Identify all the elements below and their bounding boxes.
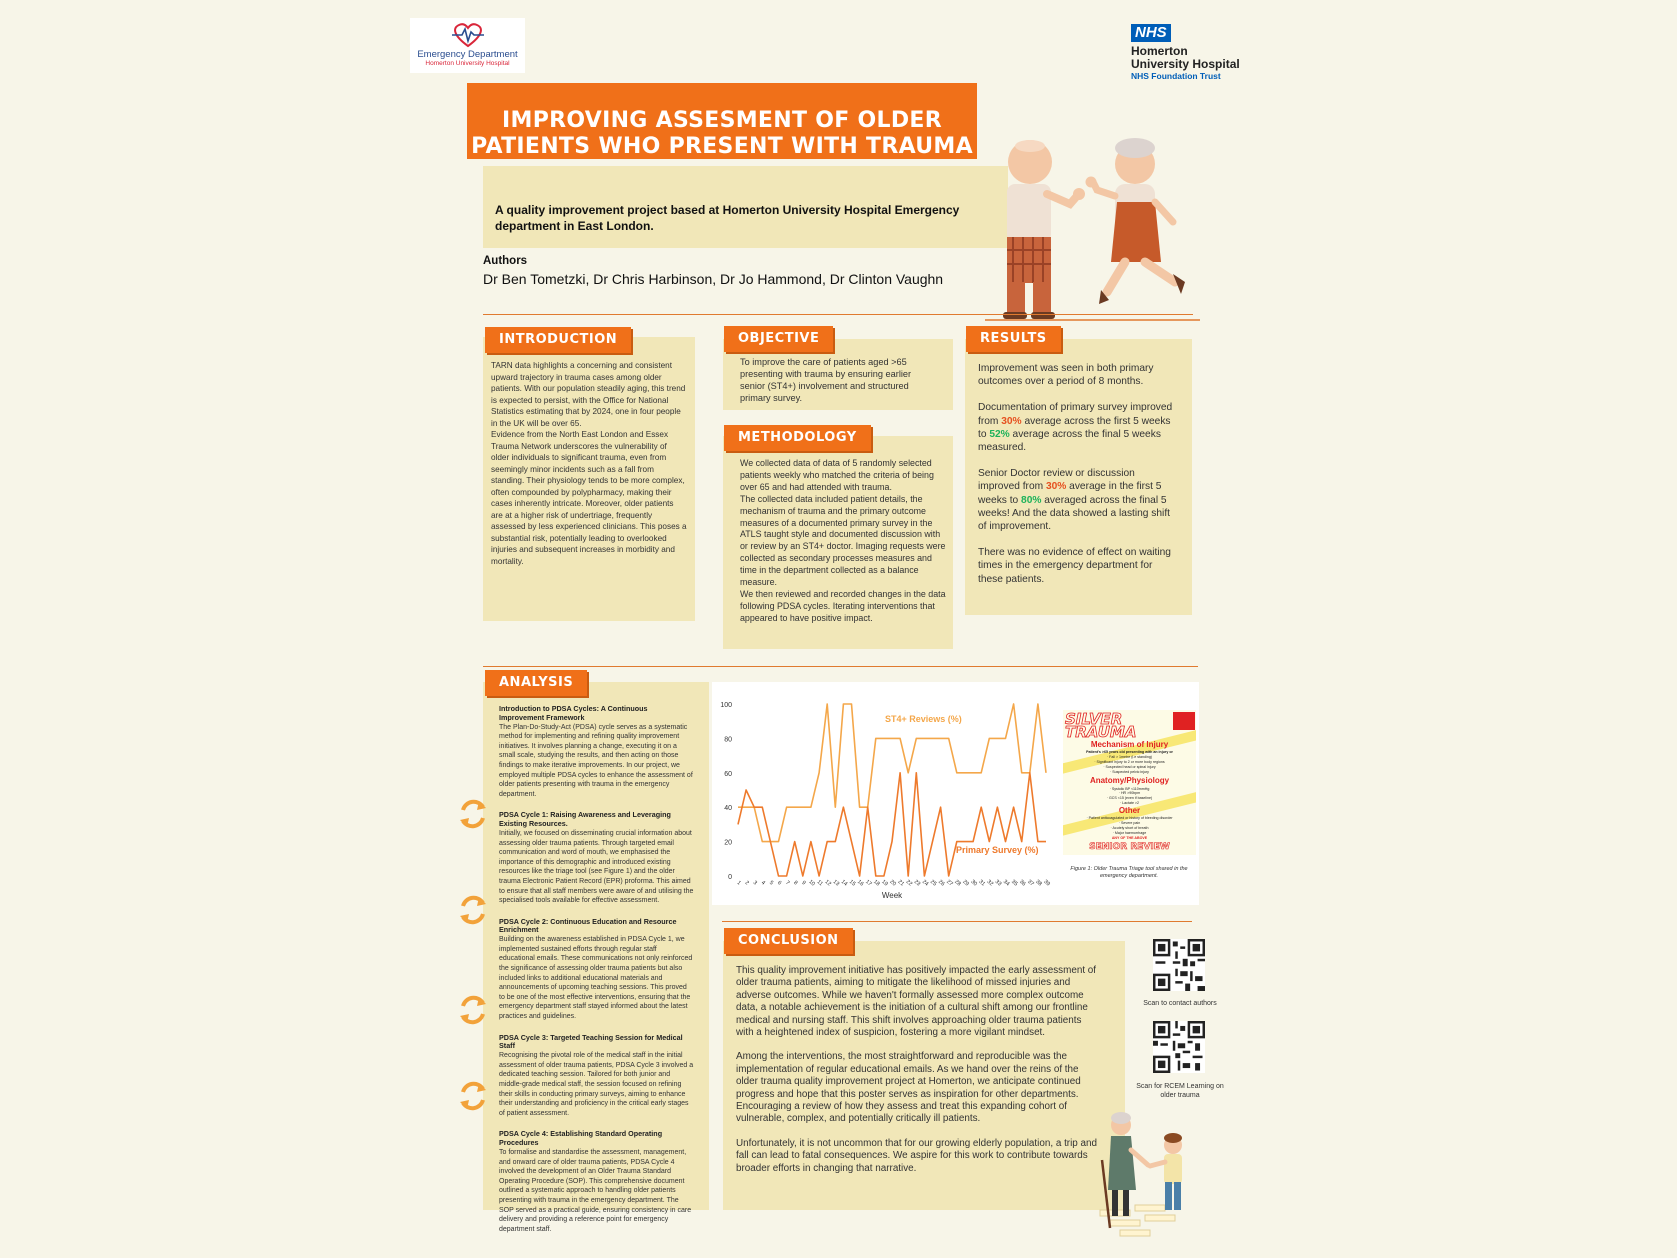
- x-tick-label: 7: [784, 879, 791, 887]
- elderly-couple-illustration: [985, 132, 1200, 324]
- objective-heading: OBJECTIVE: [724, 326, 833, 352]
- x-tick-label: 17: [864, 878, 873, 888]
- elderly-crossing-illustration: [1090, 1110, 1200, 1240]
- pdsa-cycle-3-body: Recognising the pivotal role of the medical staff in the initial assessment of older trauma patients, PDSA Cycle 3 involved a dedicated teaching session. Tailored for both junior and middle-grade medical staff, the session focused on refining their skills in conducting primary surveys, aiming to enhance their understanding and proficiency in the critical early stages of patient assessment.: [499, 1052, 694, 1117]
- divider-top: [483, 314, 1193, 315]
- cycle-arrows-icon: [455, 796, 491, 832]
- x-tick-label: 18: [872, 878, 881, 888]
- methodology-text: [740, 458, 946, 625]
- x-tick-label: 33: [993, 878, 1003, 888]
- x-tick-label: 36: [1018, 878, 1027, 888]
- introduction-p2: Evidence from the North East London and Essex Trauma Network underscores the vulnerability of older individuals to significant trauma, even from seemingly minor incidents such as a fall from standing. Their physiology tends to be more complex, often compounded by polypharmacy, making their cases inherently intricate. Moreover, older patients are at a higher risk of undertriage, frequently assessed by less experienced clinicians. This poses a substantial risk, potentially leading to overlooked injuries and subsequent increases in morbidity and mortality.: [491, 430, 687, 566]
- analysis-heading: ANALYSIS: [485, 670, 587, 696]
- figure-l3: · Significant injury to 2 or more body regions: [1094, 760, 1165, 764]
- series-line-1: [738, 704, 1046, 842]
- x-tick-label: 16: [855, 878, 865, 888]
- y-tick-label: 20: [724, 839, 732, 847]
- qr-code-rcem[interactable]: [1153, 1021, 1205, 1073]
- figure-title-1: SILVER: [1065, 710, 1123, 728]
- figure-l13: · Major haemorrhage: [1112, 831, 1147, 835]
- pdsa-cycle-2-body: Building on the awareness established in PDSA Cycle 1, we implemented sustained efforts through regular staff educational emails. These communications not only reinforced the significance of assessing older trauma patients but also included links to additional educational materials and announcements of upcoming teaching sessions. This proved to be one of the most effective interventions, ensuring that the emergency department staff stayed informed about the latest practices and guidelines.: [499, 936, 693, 1021]
- divider-conclusion: [722, 921, 1192, 922]
- x-tick-label: 12: [823, 878, 833, 888]
- figure-h2: Anatomy/Physiology: [1089, 776, 1170, 785]
- line-chart: [712, 690, 1052, 902]
- analysis-intro-title: Introduction to PDSA Cycles: A Continuous Improvement Framework: [499, 704, 648, 722]
- results-p4: There was no evidence of effect on waiting times in the emergency department for these patients.: [978, 547, 1171, 585]
- x-tick-label: 2: [743, 879, 750, 887]
- results-heading: RESULTS: [966, 326, 1061, 352]
- title-line2: PATIENTS WHO PRESENT WITH TRAUMA: [471, 134, 973, 159]
- x-tick-label: 26: [937, 878, 946, 888]
- results-p2-text: Documentation of primary survey improved from: [978, 402, 1173, 427]
- pdsa-cycle-1-body: Initially, we focused on disseminating crucial information about assessing older trauma patients. Through targeted email communication and word of mouth, we emphasised the importance of this demographic and introduced existing resources like the triage tool (see Figure 1) and the older trauma Electronic Patient Record (EPR) proforma. This aimed to ensure that all staff members were aware of and utilising the specialised tools available for effective assessment.: [499, 829, 694, 905]
- methodology-p3: We then reviewed and recorded changes in the data following PDSA cycles. Iterating interventions that appeared to have positive impact.: [740, 588, 946, 623]
- cycle-arrows-icon: [455, 1078, 491, 1114]
- figure-l8: · GCS <15 (even if baseline): [1106, 796, 1153, 800]
- results-p3-text: Senior Doctor review or discussion improved from: [978, 468, 1135, 493]
- x-tick-label: 11: [815, 879, 824, 888]
- series-label-st4: ST4+ Reviews (%): [885, 714, 962, 724]
- pdsa-cycle-3-title: PDSA Cycle 3: Targeted Teaching Session for Medical Staff: [499, 1032, 683, 1051]
- pdsa-cycle-4-body: To formalise and standardise the assessment, management, and onward care of older trauma patients, PDSA Cycle 4 involved the development of an Older Trauma Standard Operating Procedure (SOP). This comprehensive document outlined a systematic approach to handling older patients presenting with trauma in the emergency department. The SOP served as a practical guide, ensuring consistency in care delivery and providing a reference point for emergency department staff.: [499, 1148, 692, 1233]
- authors-label: Authors: [483, 255, 528, 267]
- nhs-badge: NHS: [1131, 24, 1171, 42]
- results-p2: [978, 401, 1178, 454]
- results-p3: [978, 467, 1178, 533]
- nhs-line2: University Hospital: [1131, 57, 1240, 71]
- x-tick-label: 28: [953, 878, 962, 888]
- nhs-line1: Homerton: [1131, 44, 1188, 58]
- cycle-arrows-icon: [455, 992, 491, 1028]
- nhs-line3: NHS Foundation Trust: [1131, 71, 1221, 81]
- results-p2-text2: average across the first 5 weeks to: [978, 415, 1171, 440]
- pdsa-cycle-4-title: PDSA Cycle 4: Establishing Standard Operating Procedures: [499, 1129, 663, 1148]
- x-tick-label: 35: [1009, 878, 1019, 888]
- y-tick-label: 40: [724, 805, 732, 813]
- x-tick-label: 20: [888, 878, 897, 888]
- qr-caption-rcem: Scan for RCEM Learning on older trauma: [1136, 1083, 1224, 1099]
- figure-caption: Figure 1: Older Trauma Triage tool shared in the emergency department.: [1070, 866, 1188, 879]
- x-tick-label: 24: [920, 878, 930, 888]
- figure-l5: · Suspected pelvic injury: [1110, 770, 1149, 774]
- ed-logo-line2: Homerton University Hospital: [425, 60, 510, 67]
- conclusion-p2: Among the interventions, the most straightforward and reproducible was the implementation of regular educational emails. As we hand over the reins of the older trauma quality improvement project at Homerton, we anticipate continued progress and hope that this poster serves as inspiration for other departments. Encouraging a review of how they assess and treat this expanding cohort of vulnerable, complex, and potentially critically ill patients.: [736, 1051, 1081, 1125]
- conclusion-heading: CONCLUSION: [724, 928, 853, 954]
- results-p1: Improvement was seen in both primary outcomes over a period of 8 months.: [978, 363, 1154, 388]
- analysis-text: [499, 705, 694, 1234]
- x-tick-label: 34: [1001, 878, 1011, 888]
- introduction-heading: INTRODUCTION: [485, 327, 631, 353]
- x-tick-label: 9: [800, 879, 807, 887]
- figure-h1: Mechanism of Injury: [1090, 740, 1169, 749]
- methodology-p2: The collected data included patient details, the mechanism of trauma and the primary outcome measures of a documented primary survey in the ATLS taught style and documented discussion with or review by an ST4+ doctor. Imaging requests were collected as secondary processes measures and time in the department collected as a balance measure.: [740, 493, 946, 588]
- figure-l11: · Severe pain: [1118, 821, 1141, 825]
- ed-logo: [410, 18, 525, 73]
- x-tick-label: 6: [776, 879, 783, 887]
- analysis-intro-body: The Plan-Do-Study-Act (PDSA) cycle serves as a systematic method for implementing and refining quality improvement initiatives. It involves planning a change, executing it on a small scale, studying the results, and then acting on those findings to make iterative improvements. In our project, we employed multiple PDSA cycles to enhance the assessment of older patients presenting with trauma in the emergency department.: [499, 723, 693, 798]
- results-p2-text3: average across the final 5 weeks measured.: [978, 428, 1161, 454]
- conclusion-p1: This quality improvement initiative has positively impacted the early assessment of older trauma patients, aiming to mitigate the likelihood of missed injuries and adverse outcomes. While we haven't formally assessed more complex outcome data, a notable achievement is the initiation of a cultural shift among our frontline medical and nursing staff. This shift involves approaching older trauma patients with a heightened index of suspicion, fostering a more vigilant mindset.: [736, 965, 1097, 1039]
- figure-title-2: TRAUMA: [1065, 723, 1137, 741]
- figure-l4: · Suspected head or spinal injury: [1103, 765, 1156, 769]
- x-tick-label: 30: [969, 878, 978, 888]
- x-axis-label: Week: [881, 891, 903, 900]
- pdsa-cycle-1-title: PDSA Cycle 1: Raising Awareness and Leveraging Existing Resources.: [499, 810, 671, 829]
- x-tick-label: 23: [912, 878, 922, 888]
- x-tick-label: 19: [880, 878, 889, 888]
- introduction-p1: TARN data highlights a concerning and consistent upward trajectory in trauma cases among older patients. With our population steadily aging, this trend is expected to persist, with the Office for National Statistics estimating that by 2024, one in four people in the UK will be over 65.: [491, 361, 686, 428]
- x-tick-label: 25: [928, 878, 938, 888]
- figure-l1: Patient's >65 years old presenting with an injury or: [1086, 750, 1173, 754]
- results-p2-low: 30%: [1001, 415, 1022, 427]
- x-tick-label: 38: [1034, 878, 1043, 888]
- x-tick-label: 13: [831, 878, 841, 888]
- conclusion-p3: Unfortunately, it is not uncommon that for our growing elderly population, a trip and fall can lead to fatal consequences. We aspire for this work to contribute towards broader efforts in changing that narrative.: [736, 1137, 1098, 1174]
- x-tick-label: 4: [759, 879, 767, 887]
- figure-footer: SENIOR REVIEW: [1089, 842, 1170, 852]
- figure-l7: · HR >90bpm: [1118, 791, 1141, 795]
- silver-trauma-figure: [1063, 710, 1196, 855]
- qr-code-contact[interactable]: [1153, 939, 1205, 991]
- results-p2-high: 52%: [989, 428, 1010, 440]
- y-tick-label: 100: [720, 702, 732, 709]
- results-p3-text2: average in the first 5 weeks to: [978, 481, 1162, 506]
- series-line-2: [738, 773, 1046, 876]
- qr-caption-contact: Scan to contact authors: [1143, 1000, 1217, 1007]
- x-tick-label: 37: [1026, 878, 1035, 888]
- nhs-logo: [1130, 24, 1270, 84]
- figure-logo-box: [1173, 712, 1195, 730]
- figure-l14: ANY OF THE ABOVE: [1111, 836, 1148, 840]
- x-tick-label: 21: [896, 878, 906, 888]
- x-tick-label: 31: [977, 878, 987, 888]
- methodology-p1: We collected data of data of 5 randomly selected patients weekly who matched the criteria of being over 65 and had attended with trauma.: [740, 458, 934, 492]
- introduction-text: [491, 360, 687, 567]
- pdsa-cycle-2-title: PDSA Cycle 2: Continuous Education and Resource Enrichment: [499, 916, 677, 935]
- results-p3-text3: averaged across the final 5 weeks! And the data showed a lasting shift of improvement.: [978, 494, 1170, 533]
- figure-l10: · Patient anticoagulated or history of bleeding disorder: [1086, 816, 1173, 820]
- figure-l6: · Systolic BP <110mmHg: [1109, 787, 1150, 791]
- x-tick-label: 14: [839, 878, 849, 888]
- y-tick-label: 80: [724, 736, 732, 744]
- figure-l9: · Lactate >2: [1119, 801, 1140, 805]
- x-tick-label: 39: [1042, 878, 1051, 888]
- x-tick-label: 27: [945, 878, 954, 888]
- figure-l2: · Fall > 1metre (i.e standing): [1106, 755, 1153, 759]
- cycle-arrows-icon: [455, 892, 491, 928]
- figure-l12: · Acutely short of breath: [1110, 826, 1149, 830]
- x-tick-label: 3: [751, 879, 758, 887]
- results-p3-low: 30%: [1045, 481, 1067, 493]
- x-tick-label: 32: [985, 878, 995, 888]
- figure-h3: Other: [1118, 806, 1141, 815]
- x-tick-label: 5: [767, 879, 775, 887]
- title-banner: [467, 83, 977, 159]
- conclusion-text: [736, 965, 1101, 1175]
- title-line1: IMPROVING ASSESMENT OF OLDER: [502, 108, 942, 133]
- authors-names: Dr Ben Tometzki, Dr Chris Harbinson, Dr Jo Hammond, Dr Clinton Vaughn: [483, 271, 944, 287]
- divider-middle: [483, 666, 1198, 667]
- objective-text: To improve the care of patients aged >65 presenting with trauma by ensuring earlier senior (ST4+) involvement and structured primary survey.: [740, 357, 912, 403]
- x-tick-label: 29: [961, 878, 970, 888]
- results-text: [978, 362, 1178, 586]
- x-tick-label: 10: [807, 878, 816, 888]
- methodology-heading: METHODOLOGY: [724, 425, 871, 451]
- x-tick-label: 8: [792, 879, 799, 887]
- ed-logo-line1: Emergency Department: [417, 49, 518, 60]
- heartbeat-icon: [450, 22, 486, 48]
- y-tick-label: 60: [724, 770, 732, 778]
- x-tick-label: 22: [904, 878, 914, 888]
- x-tick-label: 15: [847, 878, 857, 888]
- results-p3-high: 80%: [1021, 494, 1042, 506]
- x-tick-label: 1: [735, 879, 742, 887]
- subtitle: A quality improvement project based at Homerton University Hospital Emergency department in East London.: [495, 203, 960, 233]
- y-tick-label: 0: [728, 874, 732, 881]
- series-label-primary: Primary Survey (%): [956, 845, 1039, 855]
